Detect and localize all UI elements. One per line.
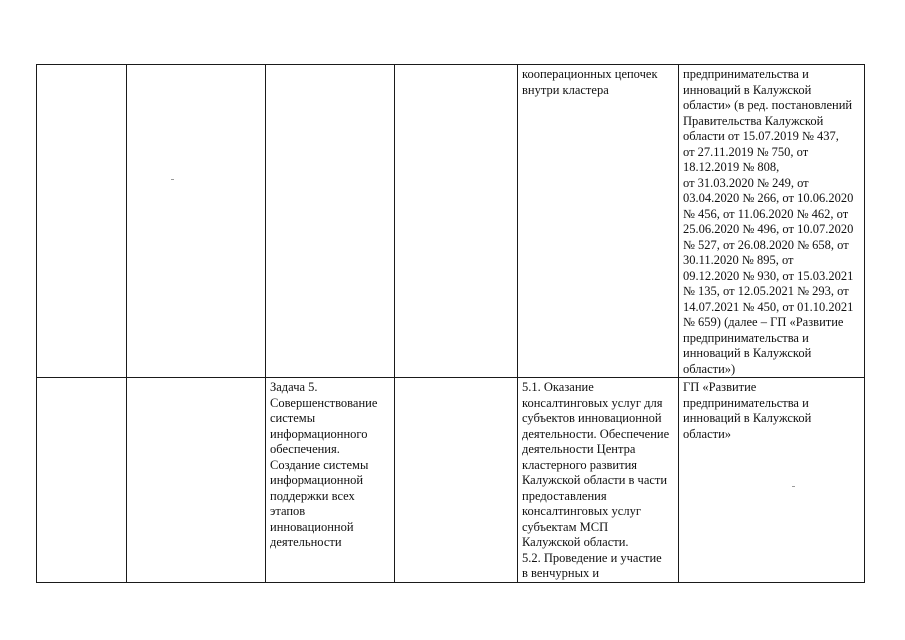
- measure-cell: кооперационных цепочек внутри кластера: [518, 65, 679, 378]
- table-cell: [127, 378, 266, 583]
- task-cell: Задача 5. Совершенствование системы информационного обеспечения. Создание системы информационной поддержки всех этапов инновационной деятельности: [266, 378, 395, 583]
- program-measures-table: [36, 64, 865, 583]
- scan-speck: [792, 486, 795, 487]
- program-reference-cell: ГП «Развитие предпринимательства и инноваций в Калужской области»: [679, 378, 865, 583]
- table-cell: [395, 65, 518, 378]
- scan-speck: [171, 179, 174, 180]
- table-cell: [37, 65, 127, 378]
- table-cell: [127, 65, 266, 378]
- table-row: [37, 378, 865, 583]
- table-row: [37, 65, 865, 378]
- program-reference-cell: предпринимательства и инноваций в Калужской области» (в ред. постановлений Правительства Калужской области от 15.07.2019 № 437, от 27.11.2019 № 750, от 18.12.2019 № 808, от 31.03.2020 № 249, от 03.04.2020 № 266, от 10.06.2020 № 456, от 11.06.2020 № 462, от 25.06.2020 № 496, от 10.07.2020 № 527, от 26.08.2020 № 658, от 30.11.2020 № 895, от 09.12.2020 № 930, от 15.03.2021 № 135, от 12.05.2021 № 293, от 14.07.2021 № 450, от 01.10.2021 № 659) (далее – ГП «Развитие предпринимательства и инноваций в Калужской области»): [679, 65, 865, 378]
- table-cell: [266, 65, 395, 378]
- table-cell: [37, 378, 127, 583]
- table-cell: [395, 378, 518, 583]
- measure-cell: 5.1. Оказание консалтинговых услуг для субъектов инновационной деятельности. Обеспечение деятельности Центра кластерного развития Калужской области в части предоставления консалтинговых услуг субъектам МСП Калужской области. 5.2. Проведение и участие в венчурных и: [518, 378, 679, 583]
